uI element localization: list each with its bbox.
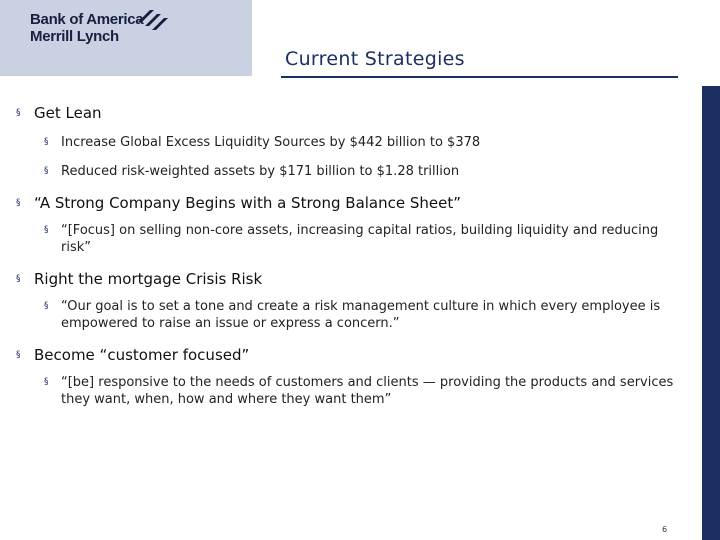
page-number: 6	[662, 525, 668, 534]
bullet-mortgage-risk	[16, 270, 686, 288]
bullet-icon: §	[44, 225, 49, 235]
logo-panel	[0, 0, 252, 76]
bullet-icon: §	[16, 108, 21, 118]
sub-bullet-text: Increase Global Excess Liquidity Sources by $442 billion to $378	[61, 135, 481, 150]
bullet-text: Become “customer focused”	[34, 346, 250, 364]
bullet-list	[16, 104, 686, 408]
bullet-icon: §	[16, 274, 21, 284]
bullet-icon: §	[16, 198, 21, 208]
bullet-customer-focused	[16, 346, 686, 364]
bullet-icon: §	[44, 377, 49, 387]
logo-line-1: Bank of America	[30, 11, 144, 28]
sub-bullet	[16, 163, 686, 180]
sub-bullet-text: “[Focus] on selling non-core assets, increasing capital ratios, building liquidity and reducing risk”	[61, 223, 659, 255]
sub-bullet-text: “[be] responsive to the needs of customers and clients — providing the products and services they want, when, how and where they want them”	[61, 375, 674, 407]
bullet-text: Right the mortgage Crisis Risk	[34, 270, 263, 288]
sub-bullet	[16, 298, 686, 332]
right-accent-bar	[702, 86, 720, 540]
bullet-icon: §	[44, 137, 49, 147]
bullet-get-lean	[16, 104, 686, 122]
sub-bullet	[16, 222, 686, 256]
bullet-icon: §	[44, 166, 49, 176]
title-underline	[281, 76, 678, 78]
logo-line-2: Merrill Lynch	[30, 28, 119, 45]
sub-bullet	[16, 134, 686, 151]
bullet-text: Get Lean	[34, 104, 102, 122]
sub-bullet-text: Reduced risk-weighted assets by $171 billion to $1.28 trillion	[61, 164, 460, 179]
bullet-text: “A Strong Company Begins with a Strong Balance Sheet”	[34, 194, 462, 212]
bullet-icon: §	[16, 350, 21, 360]
page-title: Current Strategies	[285, 48, 465, 70]
sub-bullet	[16, 374, 686, 408]
company-logo	[30, 11, 143, 45]
bullet-icon: §	[44, 301, 49, 311]
flag-icon	[136, 8, 168, 30]
bullet-balance-sheet	[16, 194, 686, 212]
sub-bullet-text: “Our goal is to set a tone and create a risk management culture in which every employee is empowered to raise an issue or express a concern.”	[61, 299, 661, 331]
